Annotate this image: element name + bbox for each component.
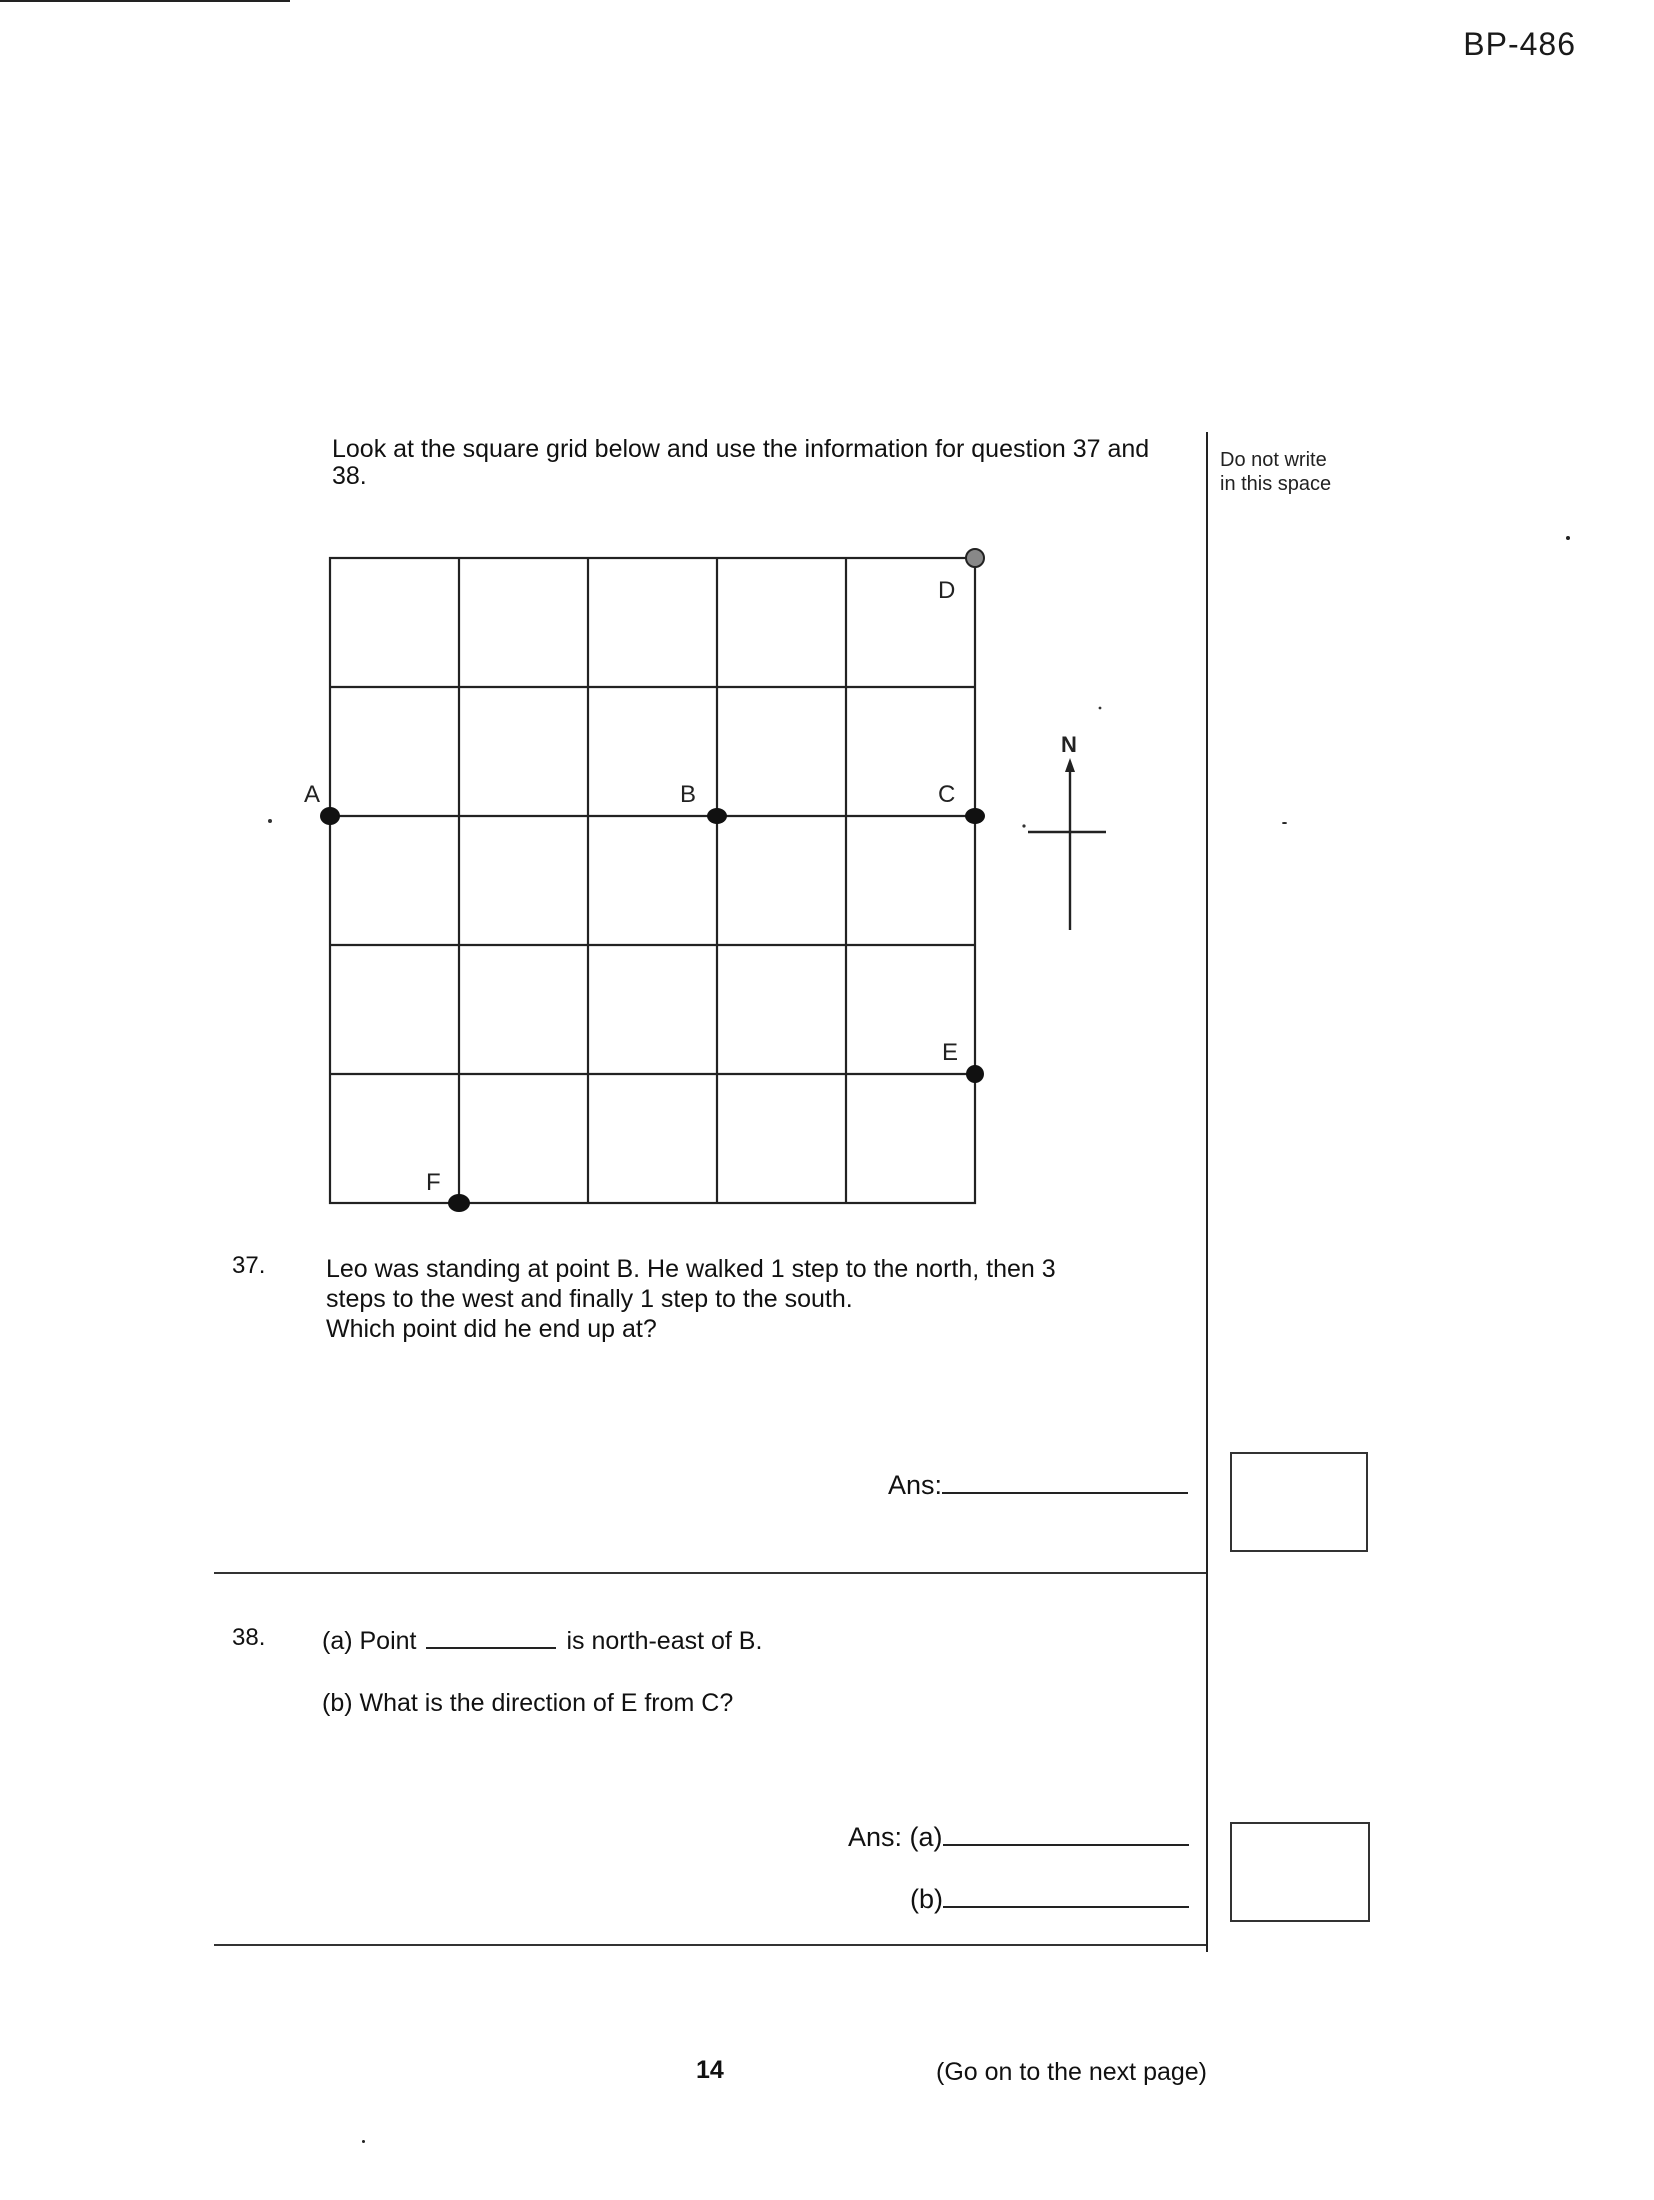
q37-score-box[interactable]: [1230, 1452, 1368, 1552]
scan-speck: [1099, 707, 1102, 710]
compass-north-arrow: [1028, 758, 1106, 930]
q38-score-box[interactable]: [1230, 1822, 1370, 1922]
scan-speck: [1566, 536, 1570, 540]
point-e-dot: [966, 1065, 984, 1083]
q38-number: 38.: [232, 1624, 266, 1651]
margin-divider: [1206, 432, 1208, 1952]
square-grid-diagram: [260, 530, 1140, 1230]
q38-part-a-suffix: is north-east of B.: [566, 1627, 763, 1655]
q38-ans-a-label: Ans: (a): [848, 1822, 943, 1852]
q37-line3: Which point did he end up at?: [326, 1315, 657, 1343]
point-f-dot: [448, 1194, 470, 1212]
q38-answer-a-blank[interactable]: [943, 1824, 1189, 1846]
q38-part-a: [322, 1626, 762, 1656]
q38-part-b: (b) What is the direction of E from C?: [322, 1689, 734, 1717]
q38-separator: [214, 1944, 1206, 1946]
point-d-label: D: [938, 577, 956, 604]
grid-lines: [330, 558, 975, 1203]
scan-speck: [1022, 824, 1025, 827]
next-page-note: (Go on to the next page): [936, 2058, 1208, 2086]
q38-part-a-prefix: (a) Point: [322, 1627, 417, 1655]
point-a-dot: [320, 807, 340, 825]
scan-speck: [362, 2140, 365, 2143]
q37-text: [326, 1254, 1186, 1344]
page-number: 14: [696, 2056, 724, 2084]
q38-answer-a-row: [848, 1822, 1189, 1853]
margin-note: [1220, 448, 1331, 496]
q38-point-blank[interactable]: [426, 1627, 556, 1649]
scan-speck: [268, 819, 272, 823]
point-a-label: A: [304, 781, 321, 808]
margin-note-line2: in this space: [1220, 473, 1332, 495]
q37-answer-row: [888, 1470, 1188, 1501]
q37-separator: [214, 1572, 1206, 1574]
q38-answer-b-blank[interactable]: [943, 1886, 1189, 1908]
q37-line1: Leo was standing at point B. He walked 1 step to the north, then 3: [326, 1255, 1056, 1283]
margin-note-line1: Do not write: [1220, 449, 1327, 471]
top-edge-rule: [0, 0, 290, 2]
scan-speck: [1282, 822, 1287, 824]
q37-line2: steps to the west and finally 1 step to the south.: [326, 1285, 853, 1313]
intro-text: Look at the square grid below and use the information for question 37 and 38.: [332, 435, 1150, 490]
point-d-dot: [966, 549, 984, 567]
q37-ans-label: Ans:: [888, 1470, 943, 1500]
q38-answer-b-row: [910, 1884, 1189, 1915]
paper-code: BP-486: [1463, 26, 1576, 62]
compass-n-label: N: [1061, 732, 1077, 757]
point-f-label: F: [426, 1169, 441, 1196]
q37-number: 37.: [232, 1252, 266, 1279]
point-e-label: E: [942, 1039, 959, 1066]
point-c-label: C: [938, 781, 956, 808]
point-c-dot: [965, 808, 985, 824]
q37-answer-blank[interactable]: [942, 1472, 1188, 1494]
q38-ans-b-label: (b): [910, 1884, 943, 1914]
point-b-label: B: [680, 781, 697, 808]
point-b-dot: [707, 808, 727, 824]
